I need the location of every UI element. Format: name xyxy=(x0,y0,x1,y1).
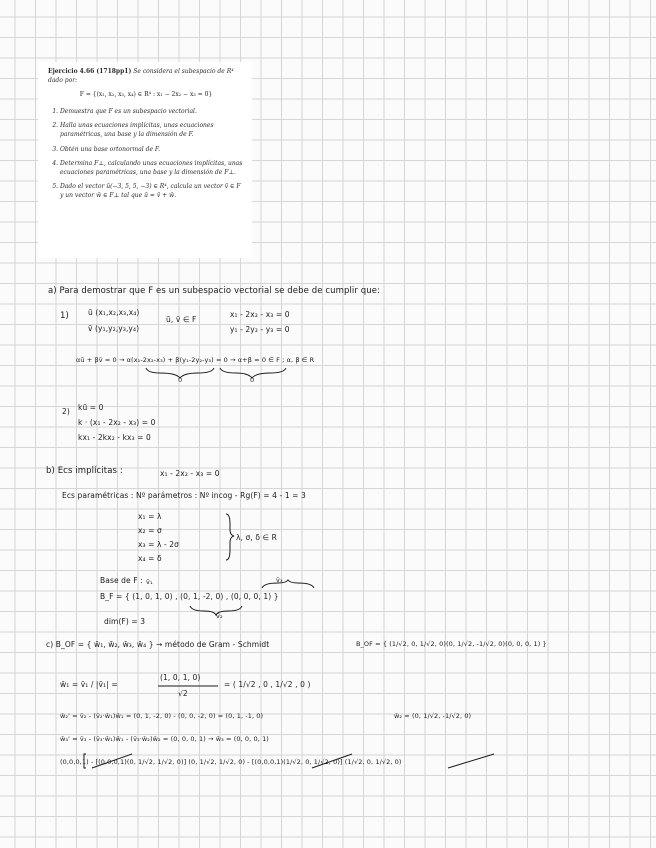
exercise-items xyxy=(48,108,244,201)
w2-line: w̄₂' = v̄₂ - (v̄₂·w̄₁)w̄₁ = (0, 1, -2, 0) - (0, 0, -2, 0) = (0, 1, -1, 0) xyxy=(60,712,264,720)
strike-3 xyxy=(448,754,494,768)
note-a1-linear: αū + βv̄ = 0 → α(x₁-2x₂-x₃) + β(y₁-2y₂-y₃) = 0 → α+β = 0 ∈ F ; α, β ∈ R xyxy=(76,356,315,364)
overbrace-v3 xyxy=(262,580,314,588)
note-a2-line3: kx₁ - 2kx₂ - kx₃ = 0 xyxy=(78,433,151,442)
w1-numerator: (1, 0, 1, 0) xyxy=(160,673,201,682)
param-row-4: x₄ = δ xyxy=(138,554,162,563)
param-row-2: x₂ = σ xyxy=(138,526,162,535)
exercise-item-2: 2. Halla unas ecuaciones implícitas, unas ecuaciones paramétricas, una base y la dimensión de F. xyxy=(60,122,244,139)
param-row-3: x₃ = λ - 2σ xyxy=(138,540,180,549)
note-a1-eq1: x₁ - 2x₂ - x₃ = 0 xyxy=(230,310,290,319)
param-row-1: x₁ = λ xyxy=(138,512,162,521)
w1-rhs: = ( 1/√2 , 0 , 1/√2 , 0 ) xyxy=(224,680,311,689)
exercise-intro: Se considera el subespacio de R⁴ dado por: xyxy=(48,68,234,84)
note-brace-zero-1: 0 xyxy=(178,376,183,384)
exercise-item-1: 1. Demuestra que F es un subespacio vectorial. xyxy=(60,108,244,117)
note-b-label: b) Ecs implícitas : xyxy=(46,466,123,476)
param-brace xyxy=(226,514,234,560)
note-a1-in: ū, v̄ ∈ F xyxy=(166,315,197,324)
w2-normalized: w̄₂ = (0, 1/√2, -1/√2, 0) xyxy=(394,712,472,720)
exercise-title: Ejercicio 4.66 (1718pp1) xyxy=(48,68,132,75)
w3-expansion: (0,0,0,1) - [(0,0,0,1)(0, 1/√2, 1/√2, 0)] (0, 1/√2, 1/√2, 0) - [(0,0,0,1)(1/√2, 0, 1/√2, 0)] (1/√2, 0, 1/√2, 0) xyxy=(60,758,402,766)
note-a1-eq2: y₁ - 2y₂ - y₃ = 0 xyxy=(230,325,290,334)
note-a-intro: a) Para demostrar que F es un subespacio vectorial se debe de cumplir que: xyxy=(48,286,381,296)
exercise-item-4: 4. Determina F⊥, calculando unas ecuaciones implícitas, unas ecuaciones paramétricas, una base y la dimensión de F⊥. xyxy=(60,160,244,177)
exercise-item-5: 5. Dado el vector ū(−3, 5, 5, −3) ∈ R⁴, calcula un vector v̄ ∈ F y un vector w̄ ∈ F⊥ tal que ū = v̄ + w̄. xyxy=(60,183,244,200)
base-v1-label: v̄₁ xyxy=(146,578,153,586)
note-b-parametric: Ecs paramétricas : Nº parámetros : Nº incog - Rg(F) = 4 - 1 = 3 xyxy=(62,491,306,500)
exercise-statement xyxy=(38,62,252,258)
base-set: B_F = { (1, 0, 1, 0) , (0, 1, -2, 0) , (0, 0, 0, 1) } xyxy=(100,592,279,601)
subspace-definition: F = {(x₁, x₂, x₃, x₄) ∈ R⁴ : x₁ − 2x₂ − x₃ = 0} xyxy=(79,91,213,99)
base-v2-label: v̄₂ xyxy=(216,612,223,620)
exercise-item-3: 3. Obtén una base ortonormal de F. xyxy=(60,146,244,155)
base-v3-label: v̄₃ xyxy=(276,576,283,584)
note-a1-label: 1) xyxy=(60,311,69,321)
param-sets: λ, σ, δ ∈ R xyxy=(236,533,277,542)
base-label: Base de F : xyxy=(100,576,143,585)
note-a1-v: v̄ (y₁,y₂,y₃,y₄) xyxy=(88,324,140,333)
note-c-label: c) B_OF = { w̄₁, w̄₂, w̄₃, w̄₄ } → método de Gram - Schmidt xyxy=(46,640,270,649)
w1-lhs: w̄₁ = v̄₁ / |v̄₁| = xyxy=(60,680,118,689)
note-a2-line1: kū = 0 xyxy=(78,403,104,412)
w1-denominator: √2 xyxy=(178,689,188,698)
note-c-result: B_OF = { (1/√2, 0, 1/√2, 0)(0, 1/√2, -1/√2, 0)(0, 0, 0, 1) } xyxy=(356,640,547,648)
note-a2-label: 2) xyxy=(62,407,70,416)
note-a1-u: ū (x₁,x₂,x₃,x₄) xyxy=(88,308,140,317)
w3-line: w̄₃' = v̄₃ - (v̄₃·w̄₁)w̄₁ - (v̄₃·w̄₂)w̄₂ = (0, 0, 0, 1) → w̄₃ = (0, 0, 0, 1) xyxy=(60,735,269,743)
note-brace-zero-2: 0 xyxy=(250,376,255,384)
note-b-implicit: x₁ - 2x₂ - x₃ = 0 xyxy=(160,469,220,478)
note-a2-line2: k · (x₁ - 2x₂ - x₃) = 0 xyxy=(78,418,156,427)
dimension: dim(F) = 3 xyxy=(104,617,146,626)
